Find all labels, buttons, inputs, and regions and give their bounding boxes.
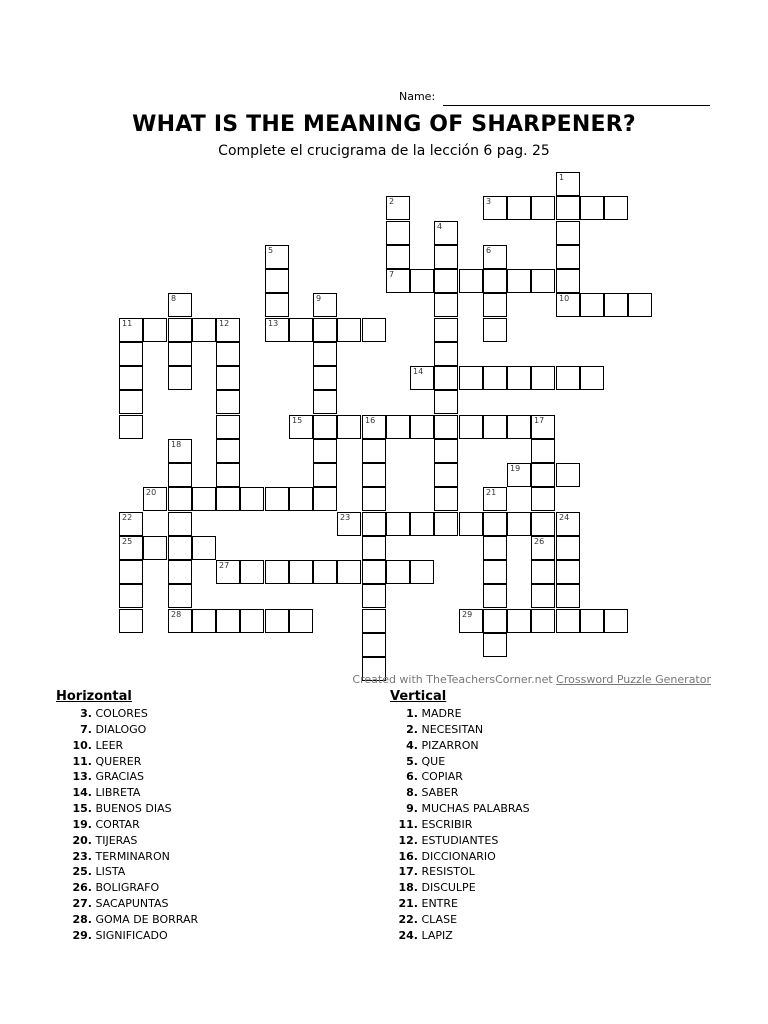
crossword-cell[interactable] (289, 415, 313, 439)
clue-number: 29. (72, 928, 92, 942)
name-label: Name: (399, 90, 436, 103)
crossword-cell[interactable] (531, 609, 555, 633)
crossword-cell[interactable] (434, 245, 458, 269)
crossword-cell[interactable] (580, 196, 604, 220)
clue-number: 22. (398, 912, 418, 926)
crossword-cell[interactable] (119, 366, 143, 390)
crossword-cell[interactable] (192, 487, 216, 511)
crossword-cell[interactable] (337, 560, 361, 584)
crossword-cell[interactable] (434, 318, 458, 342)
clue-text: LAPIZ (421, 928, 453, 942)
vertical-clue (390, 864, 530, 880)
cell-number: 8 (171, 294, 177, 303)
crossword-cell[interactable] (531, 512, 555, 536)
horizontal-clue (56, 833, 198, 849)
horizontal-clue (56, 769, 198, 785)
crossword-cell[interactable] (483, 633, 507, 657)
crossword-cell[interactable] (531, 415, 555, 439)
vertical-clue (390, 769, 530, 785)
clue-text: COLORES (95, 707, 148, 720)
crossword-cell[interactable] (483, 245, 507, 269)
crossword-cell[interactable] (434, 293, 458, 317)
cell-number: 19 (510, 464, 521, 473)
clue-text: ESCRIBIR (421, 817, 473, 831)
clue-text: SIGNIFICADO (95, 928, 168, 942)
crossword-cell[interactable] (556, 196, 580, 220)
clue-text: BOLIGRAFO (95, 881, 160, 895)
horizontal-clue (56, 880, 198, 896)
clue-text: ENTRE (421, 897, 458, 911)
crossword-cell[interactable] (434, 342, 458, 366)
cell-number: 21 (486, 488, 497, 497)
clue-text: SACAPUNTAS (95, 897, 169, 911)
clue-number: 16. (398, 849, 418, 863)
crossword-cell[interactable] (119, 584, 143, 608)
cell-number: 6 (486, 246, 492, 255)
clue-text: TERMINARON (95, 849, 170, 863)
crossword-cell[interactable] (556, 293, 580, 317)
crossword-cell[interactable] (386, 221, 410, 245)
clue-text: DIALOGO (95, 722, 147, 736)
horizontal-clue (56, 738, 198, 754)
crossword-cell[interactable] (531, 584, 555, 608)
clue-number: 3. (80, 707, 92, 720)
crossword-cell[interactable] (240, 487, 264, 511)
crossword-cell[interactable] (556, 609, 580, 633)
crossword-cell[interactable] (168, 512, 192, 536)
crossword-cell[interactable] (531, 366, 555, 390)
clue-text: NECESITAN (421, 722, 484, 736)
cell-number: 28 (171, 610, 182, 619)
crossword-cell[interactable] (459, 269, 483, 293)
crossword-cell[interactable] (483, 487, 507, 511)
clue-text: LIBRETA (95, 786, 141, 800)
crossword-cell[interactable] (556, 584, 580, 608)
horizontal-clue (56, 754, 198, 770)
credit-link[interactable]: Crossword Puzzle Generator (556, 673, 711, 686)
cell-number: 11 (122, 319, 133, 328)
crossword-cell[interactable] (556, 536, 580, 560)
crossword-cell[interactable] (168, 536, 192, 560)
clue-number: 12. (398, 833, 418, 847)
crossword-cell[interactable] (556, 512, 580, 536)
clue-text: SABER (421, 786, 459, 800)
clue-text: LEER (95, 738, 124, 752)
clue-text: COPIAR (421, 770, 463, 784)
clue-number: 11. (72, 754, 92, 768)
crossword-cell[interactable] (216, 390, 240, 414)
crossword-cell[interactable] (168, 463, 192, 487)
cell-number: 22 (122, 513, 133, 522)
credit-line (352, 673, 711, 686)
crossword-cell[interactable] (192, 609, 216, 633)
vertical-clues (390, 688, 530, 944)
crossword-cell[interactable] (507, 415, 531, 439)
clue-number: 17. (398, 865, 418, 879)
crossword-cell[interactable] (265, 318, 289, 342)
crossword-cell[interactable] (556, 221, 580, 245)
crossword-cell[interactable] (483, 293, 507, 317)
cell-number: 16 (365, 416, 376, 425)
vertical-clue (390, 754, 530, 770)
vertical-clue (390, 880, 530, 896)
crossword-cell[interactable] (556, 269, 580, 293)
crossword-cell[interactable] (289, 560, 313, 584)
clue-number: 19. (72, 817, 92, 831)
vertical-clue (390, 722, 530, 738)
crossword-cell[interactable] (313, 366, 337, 390)
crossword-cell[interactable] (362, 463, 386, 487)
crossword-cell[interactable] (434, 512, 458, 536)
crossword-cell[interactable] (483, 269, 507, 293)
crossword-cell[interactable] (168, 318, 192, 342)
crossword-cell[interactable] (119, 609, 143, 633)
crossword-cell[interactable] (168, 487, 192, 511)
vertical-clue (390, 928, 530, 944)
crossword-cell[interactable] (556, 560, 580, 584)
crossword-cell[interactable] (313, 390, 337, 414)
clue-text: RESISTOL (421, 865, 475, 879)
crossword-cell[interactable] (362, 415, 386, 439)
cell-number: 1 (559, 173, 565, 182)
crossword-cell[interactable] (386, 415, 410, 439)
crossword-cell[interactable] (313, 415, 337, 439)
crossword-cell[interactable] (216, 318, 240, 342)
clue-text: TIJERAS (95, 833, 138, 847)
clue-text: ESTUDIANTES (421, 833, 499, 847)
crossword-cell[interactable] (507, 512, 531, 536)
crossword-cell[interactable] (289, 487, 313, 511)
crossword-cell[interactable] (362, 487, 386, 511)
crossword-cell[interactable] (434, 269, 458, 293)
crossword-cell[interactable] (362, 584, 386, 608)
crossword-cell[interactable] (483, 609, 507, 633)
horizontal-clue (56, 896, 198, 912)
clue-text: MADRE (421, 707, 462, 720)
clue-number: 18. (398, 881, 418, 895)
clue-number: 23. (72, 849, 92, 863)
crossword-cell[interactable] (216, 487, 240, 511)
crossword-cell[interactable] (507, 269, 531, 293)
cell-number: 27 (219, 561, 230, 570)
crossword-cell[interactable] (410, 512, 434, 536)
clue-number: 10. (72, 738, 92, 752)
crossword-cell[interactable] (119, 390, 143, 414)
clue-number: 1. (406, 707, 418, 720)
crossword-cell[interactable] (483, 415, 507, 439)
crossword-cell[interactable] (265, 487, 289, 511)
crossword-cell[interactable] (313, 342, 337, 366)
crossword-cell[interactable] (556, 463, 580, 487)
crossword-cell[interactable] (459, 366, 483, 390)
clue-number: 20. (72, 833, 92, 847)
crossword-cell[interactable] (192, 536, 216, 560)
crossword-cell[interactable] (410, 269, 434, 293)
crossword-cell[interactable] (362, 560, 386, 584)
clue-number: 14. (72, 786, 92, 800)
vertical-clue (390, 706, 530, 722)
clue-number: 13. (72, 770, 92, 784)
crossword-cell[interactable] (410, 415, 434, 439)
crossword-cell[interactable] (362, 536, 386, 560)
clue-number: 21. (398, 897, 418, 911)
crossword-cell[interactable] (313, 487, 337, 511)
clue-number: 26. (72, 881, 92, 895)
cell-number: 25 (122, 537, 133, 546)
crossword-cell[interactable] (434, 366, 458, 390)
vertical-clue (390, 817, 530, 833)
horizontal-clue (56, 849, 198, 865)
clue-number: 8. (406, 786, 418, 800)
crossword-cell[interactable] (459, 512, 483, 536)
clue-text: LISTA (95, 865, 126, 879)
crossword-cell[interactable] (216, 609, 240, 633)
crossword-cell[interactable] (192, 318, 216, 342)
cell-number: 10 (559, 294, 570, 303)
clue-number: 28. (72, 912, 92, 926)
crossword-cell[interactable] (168, 609, 192, 633)
crossword-cell[interactable] (459, 415, 483, 439)
clue-number: 24. (398, 928, 418, 942)
crossword-cell[interactable] (143, 487, 167, 511)
clue-text: DISCULPE (421, 881, 476, 895)
clue-text: PIZARRON (421, 738, 479, 752)
clue-text: CORTAR (95, 817, 140, 831)
clue-number: 27. (72, 897, 92, 911)
crossword-cell[interactable] (531, 463, 555, 487)
crossword-cell[interactable] (628, 293, 652, 317)
horizontal-clue (56, 785, 198, 801)
crossword-cell[interactable] (265, 269, 289, 293)
cell-number: 12 (219, 319, 230, 328)
crossword-cell[interactable] (216, 560, 240, 584)
crossword-cell[interactable] (143, 536, 167, 560)
crossword-cell[interactable] (410, 560, 434, 584)
crossword-cell[interactable] (289, 318, 313, 342)
crossword-cell[interactable] (313, 318, 337, 342)
crossword-cell[interactable] (119, 318, 143, 342)
crossword-cell[interactable] (337, 415, 361, 439)
vertical-clue (390, 849, 530, 865)
crossword-cell[interactable] (483, 536, 507, 560)
crossword-cell[interactable] (119, 415, 143, 439)
clue-text: GRACIAS (95, 770, 144, 784)
crossword-cell[interactable] (531, 560, 555, 584)
clue-text: QUE (421, 754, 446, 768)
crossword-cell[interactable] (119, 536, 143, 560)
crossword-cell[interactable] (362, 633, 386, 657)
crossword-cell[interactable] (265, 609, 289, 633)
crossword-cell[interactable] (507, 609, 531, 633)
clue-text: DICCIONARIO (421, 849, 496, 863)
crossword-cell[interactable] (362, 609, 386, 633)
cell-number: 24 (559, 513, 570, 522)
vertical-clue (390, 738, 530, 754)
horizontal-clue (56, 928, 198, 944)
crossword-cell[interactable] (168, 560, 192, 584)
crossword-cell[interactable] (313, 439, 337, 463)
clue-text: BUENOS DIAS (95, 802, 172, 816)
crossword-cell[interactable] (216, 463, 240, 487)
cell-number: 26 (534, 537, 545, 546)
vertical-clue (390, 801, 530, 817)
crossword-cell[interactable] (604, 196, 628, 220)
crossword-cell[interactable] (168, 293, 192, 317)
crossword-cell[interactable] (119, 342, 143, 366)
clue-number: 5. (406, 754, 418, 768)
cell-number: 23 (340, 513, 351, 522)
crossword-cell[interactable] (580, 293, 604, 317)
crossword-cell[interactable] (386, 245, 410, 269)
crossword-cell[interactable] (362, 318, 386, 342)
crossword-cell[interactable] (362, 439, 386, 463)
clue-text: CLASE (421, 912, 458, 926)
crossword-cell[interactable] (265, 293, 289, 317)
crossword-cell[interactable] (337, 318, 361, 342)
crossword-cell[interactable] (434, 487, 458, 511)
crossword-cell[interactable] (483, 196, 507, 220)
crossword-cell[interactable] (362, 512, 386, 536)
crossword-cell[interactable] (483, 366, 507, 390)
vertical-clue (390, 833, 530, 849)
crossword-cell[interactable] (531, 439, 555, 463)
crossword-cell[interactable] (386, 560, 410, 584)
cell-number: 29 (462, 610, 473, 619)
vertical-clue (390, 785, 530, 801)
crossword-cell[interactable] (313, 463, 337, 487)
horizontal-clue (56, 801, 198, 817)
crossword-cell[interactable] (265, 245, 289, 269)
cell-number: 13 (268, 319, 279, 328)
crossword-cell[interactable] (168, 584, 192, 608)
crossword-cell[interactable] (580, 366, 604, 390)
cell-number: 14 (413, 367, 424, 376)
crossword-cell[interactable] (240, 560, 264, 584)
crossword-cell[interactable] (531, 196, 555, 220)
crossword-cell[interactable] (483, 560, 507, 584)
crossword-cell[interactable] (119, 560, 143, 584)
crossword-cell[interactable] (216, 366, 240, 390)
horizontal-clue (56, 864, 198, 880)
cell-number: 5 (268, 246, 274, 255)
page-title: WHAT IS THE MEANING OF SHARPENER? (132, 112, 636, 137)
crossword-cell[interactable] (386, 269, 410, 293)
crossword-cell[interactable] (386, 196, 410, 220)
crossword-cell[interactable] (265, 560, 289, 584)
crossword-cell[interactable] (434, 439, 458, 463)
crossword-cell[interactable] (434, 415, 458, 439)
crossword-cell[interactable] (313, 293, 337, 317)
cell-number: 18 (171, 440, 182, 449)
cell-number: 4 (437, 222, 443, 231)
cell-number: 2 (389, 197, 395, 206)
horizontal-clue (56, 817, 198, 833)
crossword-cell[interactable] (507, 463, 531, 487)
clue-number: 4. (406, 738, 418, 752)
clue-number: 11. (398, 817, 418, 831)
crossword-cell[interactable] (216, 342, 240, 366)
credit-text: Created with TheTeachersCorner.net (352, 673, 557, 686)
crossword-cell[interactable] (240, 609, 264, 633)
crossword-cell[interactable] (119, 512, 143, 536)
vertical-heading: Vertical (390, 689, 447, 704)
crossword-cell[interactable] (556, 172, 580, 196)
cell-number: 15 (292, 416, 303, 425)
crossword-cell[interactable] (604, 609, 628, 633)
horizontal-clue (56, 722, 198, 738)
crossword-cell[interactable] (216, 415, 240, 439)
clue-text: MUCHAS PALABRAS (421, 802, 530, 816)
clue-number: 25. (72, 865, 92, 879)
cell-number: 9 (316, 294, 322, 303)
crossword-cell[interactable] (289, 609, 313, 633)
crossword-cell[interactable] (580, 609, 604, 633)
crossword-cell[interactable] (556, 245, 580, 269)
vertical-clue (390, 912, 530, 928)
crossword-cell[interactable] (168, 366, 192, 390)
clue-text: GOMA DE BORRAR (95, 912, 199, 926)
crossword-cell[interactable] (434, 390, 458, 414)
crossword-cell[interactable] (531, 487, 555, 511)
vertical-clue (390, 896, 530, 912)
crossword-cell[interactable] (386, 512, 410, 536)
crossword-cell[interactable] (168, 342, 192, 366)
clue-number: 7. (80, 722, 92, 736)
crossword-cell[interactable] (483, 584, 507, 608)
cell-number: 7 (389, 270, 395, 279)
crossword-cell[interactable] (483, 318, 507, 342)
crossword-cell[interactable] (337, 512, 361, 536)
crossword-cell[interactable] (507, 366, 531, 390)
horizontal-clue (56, 706, 198, 722)
crossword-cell[interactable] (531, 269, 555, 293)
cell-number: 3 (486, 197, 492, 206)
crossword-cell[interactable] (507, 196, 531, 220)
crossword-cell[interactable] (604, 293, 628, 317)
clue-text: QUERER (95, 754, 142, 768)
crossword-cell[interactable] (531, 536, 555, 560)
horizontal-clue (56, 912, 198, 928)
horizontal-clues (56, 688, 198, 944)
horizontal-heading: Horizontal (56, 689, 132, 704)
crossword-cell[interactable] (410, 366, 434, 390)
crossword-cell[interactable] (168, 439, 192, 463)
page-subtitle: Complete el crucigrama de la lección 6 pag. 25 (218, 143, 550, 159)
crossword-cell[interactable] (434, 463, 458, 487)
crossword-cell[interactable] (483, 512, 507, 536)
crossword-cell[interactable] (313, 560, 337, 584)
cell-number: 17 (534, 416, 545, 425)
crossword-cell[interactable] (556, 366, 580, 390)
clue-number: 2. (406, 722, 418, 736)
clue-number: 6. (406, 770, 418, 784)
clue-number: 9. (406, 802, 418, 816)
crossword-cell[interactable] (216, 439, 240, 463)
crossword-cell[interactable] (459, 609, 483, 633)
cell-number: 20 (146, 488, 157, 497)
crossword-cell[interactable] (143, 318, 167, 342)
clue-number: 15. (72, 802, 92, 816)
crossword-cell[interactable] (434, 221, 458, 245)
